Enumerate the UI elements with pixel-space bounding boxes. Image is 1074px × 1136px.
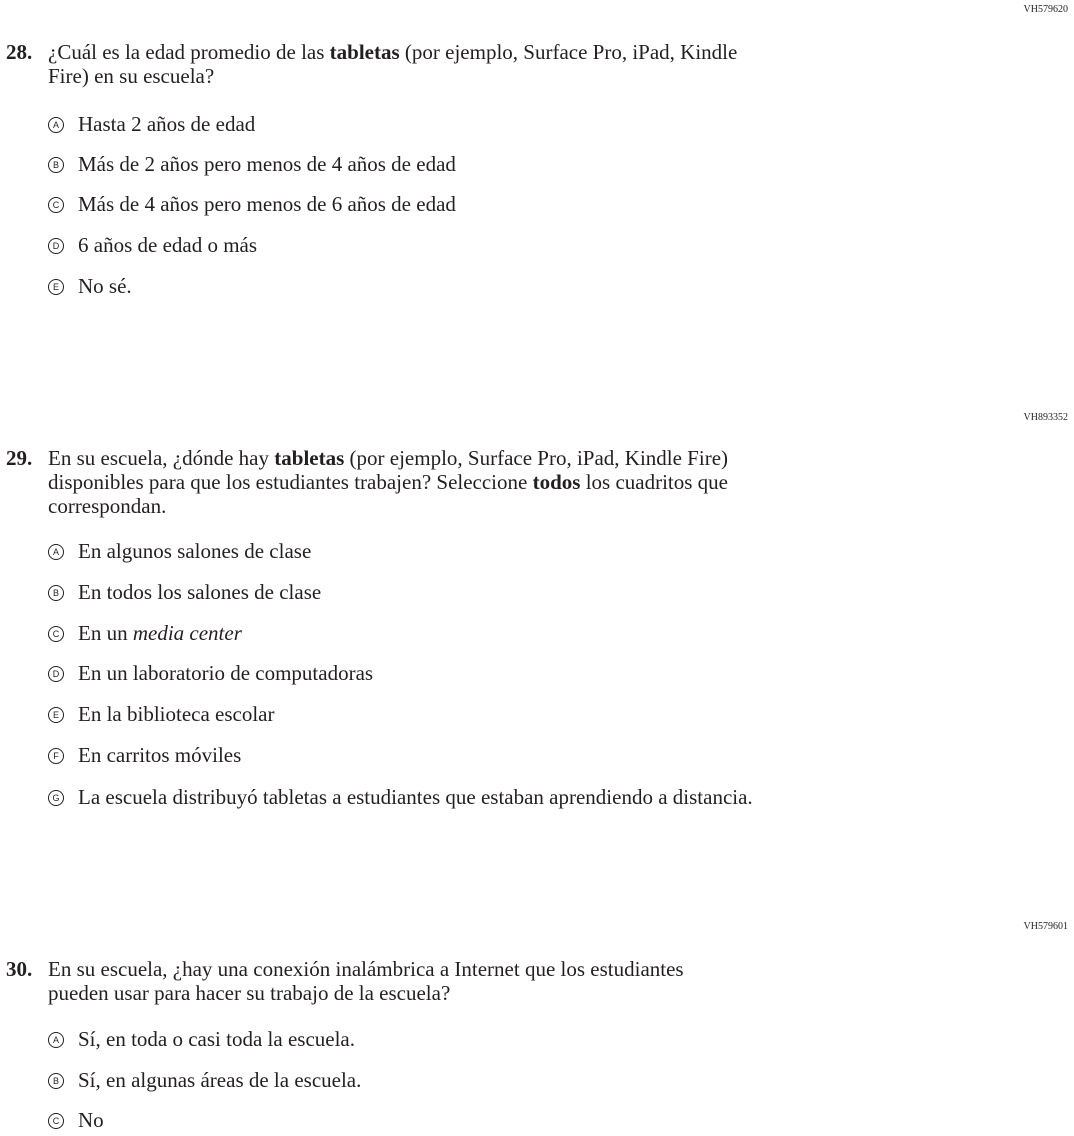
option-label: En la biblioteca escolar — [78, 702, 275, 726]
option-bubble-b[interactable]: B — [48, 157, 64, 173]
option-bubble-a[interactable]: A — [48, 117, 64, 133]
question-id: VH579601 — [1023, 921, 1068, 932]
option-label: La escuela distribuyó tabletas a estudiantes que estaban aprendiendo a distancia. — [78, 785, 753, 809]
option-bubble-d[interactable]: D — [48, 238, 64, 254]
question-number: 29. — [6, 446, 33, 470]
option-label: Más de 4 años pero menos de 6 años de edad — [78, 192, 456, 216]
option-bubble-g[interactable]: G — [48, 790, 64, 806]
option-label: Sí, en toda o casi toda la escuela. — [78, 1027, 355, 1051]
question-stem — [6, 957, 926, 1005]
option-label: No sé. — [78, 274, 132, 298]
answer-option-e[interactable] — [48, 702, 275, 726]
answer-option-f[interactable] — [48, 743, 241, 767]
answer-option-c[interactable] — [48, 1108, 104, 1132]
question-text: ¿Cuál es la edad promedio de las tabletas (por ejemplo, Surface Pro, iPad, Kindle Fire) en su escuela? — [48, 40, 738, 88]
option-label: En un — [78, 621, 133, 645]
option-bubble-e[interactable]: E — [48, 707, 64, 723]
option-label: 6 años de edad o más — [78, 233, 258, 257]
option-label: En un laboratorio de computadoras — [78, 661, 374, 685]
answer-option-a[interactable] — [48, 1027, 355, 1051]
option-bubble-a[interactable]: A — [48, 1032, 64, 1048]
option-label: Sí, en algunas áreas de la escuela. — [78, 1068, 362, 1092]
option-bubble-e[interactable]: E — [48, 279, 64, 295]
question-text: En su escuela, ¿hay una conexión inalámbrica a Internet que los estudiantes pueden usar para hacer su trabajo de la escuela? — [48, 957, 684, 1005]
question-number: 30. — [6, 957, 33, 981]
question-text: En su escuela, ¿dónde hay tabletas (por ejemplo, Surface Pro, iPad, Kindle Fire) disponibles para que los estudiantes trabajen? Seleccione todos los cuadritos que correspondan. — [48, 446, 729, 518]
answer-option-b[interactable] — [48, 1068, 361, 1092]
option-label: No — [78, 1108, 104, 1132]
answer-option-b[interactable] — [48, 152, 456, 176]
answer-option-b[interactable] — [48, 580, 321, 604]
option-bubble-d[interactable]: D — [48, 666, 64, 682]
answer-option-c[interactable] — [48, 192, 456, 216]
question-stem — [6, 40, 926, 88]
option-bubble-c[interactable]: C — [48, 1113, 64, 1129]
answer-option-d[interactable] — [48, 233, 257, 257]
option-bubble-a[interactable]: A — [48, 544, 64, 560]
option-label: Hasta 2 años de edad — [78, 112, 256, 136]
answer-option-a[interactable] — [48, 539, 311, 563]
option-bubble-b[interactable]: B — [48, 1073, 64, 1089]
question-id: VH579620 — [1023, 4, 1068, 15]
answer-option-g[interactable] — [48, 785, 753, 809]
question-stem — [6, 446, 926, 518]
question-number: 28. — [6, 40, 33, 64]
option-label-italic: media center — [132, 621, 242, 645]
option-bubble-b[interactable]: B — [48, 585, 64, 601]
question-id: VH893352 — [1023, 412, 1068, 423]
option-label: En carritos móviles — [78, 743, 242, 767]
option-label: En algunos salones de clase — [78, 539, 312, 563]
answer-option-d[interactable] — [48, 661, 373, 685]
answer-option-c[interactable] — [48, 621, 242, 645]
option-label: Más de 2 años pero menos de 4 años de edad — [78, 152, 456, 176]
answer-option-e[interactable] — [48, 274, 132, 298]
answer-option-a[interactable] — [48, 112, 255, 136]
option-bubble-f[interactable]: F — [48, 748, 64, 764]
option-label: En todos los salones de clase — [78, 580, 322, 604]
option-bubble-c[interactable]: C — [48, 197, 64, 213]
option-bubble-c[interactable]: C — [48, 626, 64, 642]
